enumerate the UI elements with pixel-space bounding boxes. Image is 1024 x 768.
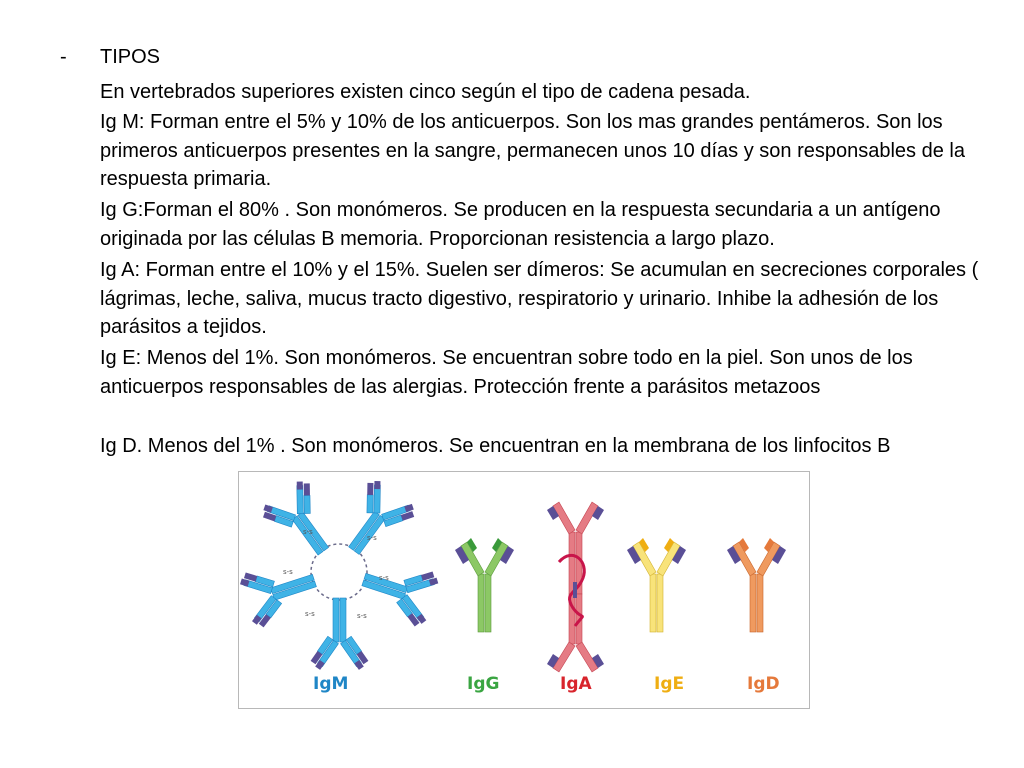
igd-paragraph: Ig D. Menos del 1% . Son monómeros. Se encuentran en la membrana de los linfocitos B: [100, 435, 891, 457]
iga-paragraph: Ig A: Forman entre el 10% y el 15%. Suelen ser dímeros: Se acumulan en secreciones corporales ( lágrimas, leche, saliva, mucus tracto digestivo, respiratorio y urinario. Inhibe la adhesión de los parásitos a tejidos.: [100, 259, 979, 338]
slide-heading: TIPOS: [100, 46, 161, 68]
igg-label: IgG: [467, 674, 500, 694]
antibody-figure: [238, 471, 810, 709]
intro-paragraph: En vertebrados superiores existen cinco según el tipo de cadena pesada.: [100, 81, 751, 103]
igm-ss-label-2: s-s: [367, 534, 377, 542]
igd-monomer: [727, 538, 786, 632]
igm-ss-label-5: s-s: [305, 610, 315, 618]
igg-monomer: [455, 538, 514, 632]
igm-ss-label-4: s-s: [283, 568, 293, 576]
igm-label: IgM: [313, 674, 349, 694]
ige-paragraph: Ig E: Menos del 1%. Son monómeros. Se encuentran sobre todo en la piel. Son unos de los anticuerpos responsables de las alergias. Protección frente a parásitos metazoos: [100, 347, 913, 398]
igm-ss-label-3: s-s: [379, 574, 389, 582]
iga-label: IgA: [560, 674, 592, 694]
iga-dimer: [547, 502, 604, 672]
igg-paragraph: Ig G:Forman el 80% . Son monómeros. Se producen en la respuesta secundaria a un antígeno originada por las células B memoria. Proporcionan resistencia a largo plazo.: [100, 199, 941, 250]
ige-label: IgE: [654, 674, 685, 694]
ige-monomer: [627, 538, 686, 632]
bullet-dash: -: [60, 46, 67, 68]
antibody-illustration: [239, 472, 809, 708]
igm-paragraph: Ig M: Forman entre el 5% y 10% de los anticuerpos. Son los mas grandes pentámeros. Son los primeros anticuerpos presentes en la sangre, permanecen unos 10 días y son responsables de la respuesta primaria.: [100, 111, 965, 190]
igm-pentamer: [239, 475, 442, 670]
igm-ss-label-6: s-s: [357, 612, 367, 620]
igm-ss-label-1: s-s: [303, 528, 313, 536]
igd-label: IgD: [747, 674, 780, 694]
